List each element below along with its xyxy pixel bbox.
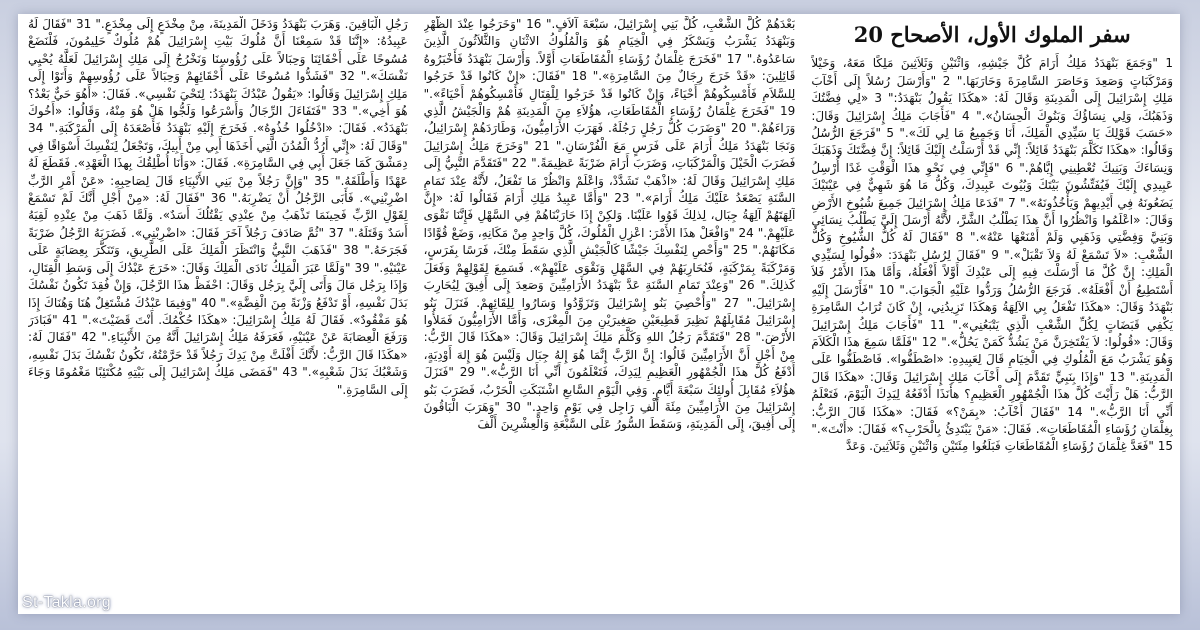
column-text: بَعْدَهُمْ كُلَّ الشَّعْبِ، كُلَّ بَنِي إِسْرَائِيلَ، سَبْعَةَ آلاَفٍ." 16 "وَخَرَجُوا عِنْدَ الظُّهْرِ وَبَنْهَدَدُ يَشْرَبُ وَيَسْكَرُ فِي الْخِيَامِ هُوَ وَالْمُلُوكُ الاثْنَانِ وَالثَّلاَثُونَ الَّذِينَ سَاعَدُوهُ." 17 "فَخَرَجَ غِلْمَانُ رُؤَسَاءِ الْمُقَاطَعَاتِ أَوَّلاً. وَأَرْسَلَ بَنْهَدَدُ فَأَخْبَرُوهُ قَائِلِينَ: «قَدْ خَرَجَ رِجَالٌ مِنَ السَّامِرَةِ»." 18 "فَقَالَ: «إِنْ كَانُوا قَدْ خَرَجُوا لِلسَّلاَمِ فَأَمْسِكُوهُمْ أَحْيَاءً، وَإِنْ كَانُوا قَدْ خَرَجُوا لِلْقِتَالِ فَأَمْسِكُوهُمْ أَحْيَاءً»." 19 "فَخَرَجَ غِلْمَانُ رُؤَسَاءِ الْمُقَاطَعَاتِ، هؤُلاَءِ مِنَ الْمَدِينَةِ هُمْ وَالْجَيْشُ الَّذِي وَرَاءَهُمْ." 20 "وَضَرَبَ كُلُّ رَجُلٍ رَجُلَهُ. فَهَرَبَ الأَرَامِيُّونَ، وَطَارَدَهُمْ إِسْرَائِيلُ، وَنَجَا بَنْهَدَدُ مَلِكُ أَرَامَ عَلَى فَرَسٍ مَعَ الْفُرْسَانِ." 21 "وَخَرَجَ مَلِكُ إِسْرَائِيلَ فَضَرَبَ الْخَيْلَ وَالْمَرْكَبَاتِ، وَضَرَبَ أَرَامَ ضَرْبَةً عَظِيمَةً." 22 "فَتَقَدَّمَ النَّبِيُّ إِلَى مَلِكِ إِسْرَائِيلَ وَقَالَ لَهُ: «اذْهَبْ تَشَدَّدْ، وَاعْلَمْ وَانْظُرْ مَا تَفْعَلُ، لأَنَّهُ عِنْدَ تَمَامِ السَّنَةِ يَصْعَدُ عَلَيْكَ مَلِكُ أَرَامَ»." 23 "وَأَمَّا عَبِيدُ مَلِكِ أَرَامَ فَقَالُوا لَهُ: «إِنَّ آلِهَتَهُمْ آلِهَةُ جِبَال، لِذلِكَ قَوُوا عَلَيْنَا. وَلكِنْ إِذَا حَارَبْنَاهُمْ فِي السَّهْلِ فَإِنَّنَا نَقْوَى عَلَيْهِمْ." 24 "وَافْعَلْ هذَا الأَمْرَ: اعْزِلِ الْمُلُوكَ، كُلَّ وَاحِدٍ مِنْ مَكَانِهِ، وَضَعْ قُوَّادًا مَكَانَهُمْ." 25 "وَأَحْصِ لِنَفْسِكَ جَيْشًا كَالْجَيْشِ الَّذِي سَقَطَ مِنْكَ، فَرَسًا بِفَرَسٍ، وَمَرْكَبَةً بِمَرْكَبَةٍ، فَنُحَارِبَهُمْ فِي السَّهْلِ وَنَقْوَى عَلَيْهِمْ». فَسَمِعَ لِقَوْلِهِمْ وَفَعَلَ كَذلِكَ." 26 "وَعِنْدَ تَمَامِ السَّنَةِ عَدَّ بَنْهَدَدُ الأَرَامِيِّينَ وَصَعِدَ إِلَى أَفِيقَ لِيُحَارِبَ إِسْرَائِيلَ." 27 "وَأُحْصِيَ بَنُو إِسْرَائِيلَ وَتَزَوَّدُوا وَسَارُوا لِلِقَائِهِمْ. فَنَزَلَ بَنُو إِسْرَائِيلَ مُقَابِلَهُمْ نَظِيرَ قَطِيعَيْنِ صَغِيرَيْنِ مِنَ الْمِعْزَى، وَأَمَّا الأَرَامِيُّونَ فَمَلأُوا الأَرْضَ." 28 "فَتَقَدَّمَ رَجُلُ اللهِ وَكَلَّمَ مَلِكَ إِسْرَائِيلَ وَقَالَ: «هكَذَا قَالَ الرَّبُّ: مِنْ أَجْلِ أَنَّ الأَرَامِيِّينَ قَالُوا: إِنَّ الرَّبَّ إِنَّمَا هُوَ إِلهُ جِبَال وَلَيْسَ هُوَ إِلهَ أَوْدِيَةٍ، أَدْفَعُ كُلَّ هذَا الْجُمْهُورِ الْعَظِيمِ لِيَدِكَ، فَتَعْلَمُونَ أَنِّي أَنَا الرَّبُّ»." 29 "فَنَزَلَ هؤُلاَءِ مُقَابِلَ أُولئِكَ سَبْعَةَ أَيَّامٍ. وَفِي الْيَوْمِ السَّابعِ اشْتَبَكَتِ الْحَرْبُ، فَضَرَبَ بَنُو إِسْرَائِيلَ مِنَ الأَرَامِيِّينَ مِئَةَ أَلْفِ رَاجِل فِي يَوْمٍ وَاحِدٍ." 30 "وَهَرَبَ الْبَاقُونَ إِلَى أَفِيقَ، إِلَى الْمَدِينَةِ، وَسَقَطَ السُّورُ عَلَى السَّبْعَةِ وَالْعِشْرِينَ أَلْفَ (423, 17, 796, 432)
column-middle (424, 16, 796, 606)
column-text: رَجُلِ الْبَاقِينَ. وَهَرَبَ بَنْهَدَدُ وَدَخَلَ الْمَدِينَةَ، مِنْ مِخْدَعٍ إِلَى مِخْدَعٍ." 31 "فَقَالَ لَهُ عَبِيدُهُ: «إِنَّنَا قَدْ سَمِعْنَا أَنَّ مُلُوكَ بَيْتِ إِسْرَائِيلَ هُمْ مُلُوكٌ حَلِيمُونَ، فَلْنَضَعْ مُسُوحًا عَلَى أَحْقَائِنَا وَحِبَالاً عَلَى رُؤُوسِنَا وَنَخْرُجُ إِلَى مَلِكِ إِسْرَائِيلَ لَعَلَّهُ يُحْيِي نَفْسَكَ»." 32 "فَشَدُّوا مُسُوحًا عَلَى أَحْقَائِهِمْ وَحِبَالاً عَلَى رُؤُوسِهِمْ وَأَتَوْا إِلَى مَلِكِ إِسْرَائِيلَ وَقَالُوا: «يَقُولُ عَبْدُكَ بَنْهَدَدُ: لِتَحْيَ نَفْسِي». فَقَالَ: «أَهُوَ حَيٌّ بَعْدُ؟ هُوَ أَخِي»." 33 "فَتَفَاءَلَ الرِّجَالُ وَأَسْرَعُوا وَلَجُّوا هَلْ هُوَ مِنْهُ، وَقَالُوا: «أَخُوكَ بَنْهَدَدُ». فَقَالَ: «ادْخُلُوا خُذُوهُ». فَخَرَجَ إِلَيْهِ بَنْهَدَدُ فَأَصْعَدَهُ إِلَى الْمَرْكَبَةِ." 34 "وَقَالَ لَهُ: «إِنِّي أَرُدُّ الْمُدُنَ الَّتِي أَخَذَهَا أَبِي مِنْ أَبِيكَ، وَتَجْعَلُ لِنَفْسِكَ أَسْوَاقًا فِي دِمَشْقَ كَمَا جَعَلَ أَبِي فِي السَّامِرَةِ». فَقَالَ: «وَأَنَا أُطْلِقُكَ بِهذَا الْعَهْدِ». فَقَطَعَ لَهُ عَهْدًا وَأَطْلَقَهُ." 35 "وَإِنَّ رَجُلاً مِنْ بَنِي الأَنْبِيَاءِ قَالَ لِصَاحِبِهِ: «عَنْ أَمْرِ الرَّبِّ اضْرِبْنِي». فَأَبَى الرَّجُلُ أَنْ يَضْرِبَهُ." 36 "فَقَالَ لَهُ: «مِنْ أَجْلِ أَنَّكَ لَمْ تَسْمَعْ لِقَوْلِ الرَّبِّ فَحِينَمَا تَذْهَبُ مِنْ عِنْدِي يَقْتُلُكَ أَسَدٌ». وَلَمَّا ذَهَبَ مِنْ عِنْدِهِ لَقِيَهُ أَسَدٌ وَقَتَلَهُ." 37 "ثُمَّ صَادَفَ رَجُلاً آخَرَ فَقَالَ: «اضْرِبْنِي». فَضَرَبَهُ الرَّجُلُ ضَرْبَةً فَجَرَحَهُ." 38 "فَذَهَبَ النَّبِيُّ وَانْتَظَرَ الْمَلِكَ عَلَى الطَّرِيقِ، وَتَنَكَّرَ بِعِصَابَةٍ عَلَى عَيْنَيْهِ." 39 "وَلَمَّا عَبَرَ الْمَلِكُ نَادَى الْمَلِكَ وَقَالَ: «خَرَجَ عَبْدُكَ إِلَى وَسَطِ الْقِتَالِ، وَإِذَا بِرَجُل مَالَ وَأَتَى إِلَيَّ بِرَجُل وَقَالَ: احْفَظْ هذَا الرَّجُلَ، وَإِنْ فُقِدَ تَكُونُ نَفْسُكَ بَدَلَ نَفْسِهِ، أَوْ تَدْفَعُ وَزْنَةً مِنَ الْفِضَّةِ»." 40 "وَفِيمَا عَبْدُكَ مُشْتَغِلٌ هُنَا وَهُنَاكَ إِذَا هُوَ مَفْقُودٌ». فَقَالَ لَهُ مَلِكُ إِسْرَائِيلَ: «هكَذَا حُكْمُكَ. أَنْتَ قَضَيْتَ»." 41 "فَبَادَرَ وَرَفَعَ الْعِصَابَةَ عَنْ عَيْنَيْهِ، فَعَرَفَهُ مَلِكُ إِسْرَائِيلَ أَنَّهُ مِنَ الأَنْبِيَاءِ." 42 "فَقَالَ لَهُ: «هكَذَا قَالَ الرَّبُّ: لأَنَّكَ أَفْلَتَّ مِنْ يَدِكَ رَجُلاً قَدْ حَرَّمْتُهُ، تَكُونُ نَفْسُكَ بَدَلَ نَفْسِهِ، وَشَعْبُكَ بَدَلَ شَعْبِهِ»." 43 "فَمَضَى مَلِكُ إِسْرَائِيلَ إِلَى بَيْتِهِ مُكْتَئِبًا مَغْمُومًا وَجَاءَ إِلَى السَّامِرَةِ." (28, 17, 408, 397)
column-text: 1 "وَجَمَعَ بَنْهَدَدُ مَلِكُ أَرَامَ كُلَّ جَيْشِهِ، وَاثْنَيْنِ وَثَلاَثِينَ مَلِكًا مَعَهُ، وَخَيْلاً وَمَرْكَبَاتٍ وَصَعِدَ وَحَاصَرَ السَّامِرَةَ وَحَارَبَهَا." 2 "وَأَرْسَلَ رُسُلاً إِلَى أَخْآبَ مَلِكِ إِسْرَائِيلَ إِلَى الْمَدِينَةِ وَقَالَ لَهُ: «هكَذَا يَقُولُ بَنْهَدَدُ:" 3 «لِي فِضَّتُكَ وَذَهَبُكَ، وَلِي نِسَاؤُكَ وَبَنُوكَ الْحِسَانُ»." 4 "فَأَجَابَ مَلِكُ إِسْرَائِيلَ وَقَالَ: «حَسَبَ قَوْلِكَ يَا سَيِّدِي الْمَلِكَ، أَنَا وَجَمِيعُ مَا لِي لَكَ»." 5 "فَرَجَعَ الرُّسُلُ وَقَالُوا: «هكَذَا تَكَلَّمَ بَنْهَدَدُ قَائِلاً: إِنِّي قَدْ أَرْسَلْتُ إِلَيْكَ قَائِلاً: إِنَّ فِضَّتَكَ وَذَهَبَكَ وَنِسَاءَكَ وَبَنِيكَ تُعْطِينِي إِيَّاهُمْ." 6 "فَإِنِّي فِي نَحْوِ هذَا الْوَقْتِ غَدًا أُرْسِلُ عَبِيدِي إِلَيْكَ فَيُفَتِّشُونَ بَيْتَكَ وَبُيُوتَ عَبِيدِكَ، وَكُلُّ مَا هُوَ شَهِيٌّ فِي عَيْنَيْكَ يَضَعُونَهُ فِي أَيْدِيهِمْ وَيَأْخُذُونَهُ»." 7 "فَدَعَا مَلِكُ إِسْرَائِيلَ جَمِيعَ شُيُوخِ الأَرْضِ وَقَالَ: «اعْلَمُوا وَانْظُرُوا أَنَّ هذَا يَطْلُبُ الشَّرَّ، لأَنَّهُ أَرْسَلَ إِلَيَّ يَطْلُبُ نِسَائِي وَبَنِيَّ وَفِضَّتِي وَذَهَبِي وَلَمْ أَمْنَعْهَا عَنْهُ»." 8 "فَقَالَ لَهُ كُلُّ الشُّيُوخِ وَكُلُّ الشَّعْبِ: «لاَ تَسْمَعْ لَهُ وَلاَ تَقْبَلْ»." 9 "فَقَالَ لِرُسُلِ بَنْهَدَدَ: «قُولُوا لِسَيِّدِي الْمَلِكِ: إِنَّ كُلَّ مَا أَرْسَلْتَ فِيهِ إِلَى عَبْدِكَ أَوَّلاً أَفْعَلُهُ، وَأَمَّا هذَا الأَمْرُ فَلاَ أَسْتَطِيعُ أَنْ أَفْعَلَهُ». فَرَجَعَ الرُّسُلُ وَرَدُّوا عَلَيْهِ الْجَوَابَ." 10 "فَأَرْسَلَ إِلَيْهِ بَنْهَدَدُ وَقَالَ: «هكَذَا تَفْعَلُ بِي الآلِهَةُ وَهكَذَا تَزِيدُنِي، إِنْ كَانَ تُرَابُ السَّامِرَةِ يَكْفِي قَبَضَاتٍ لِكُلِّ الشَّعْبِ الَّذِي يَتْبَعُنِي»." 11 "فَأَجَابَ مَلِكُ إِسْرَائِيلَ وَقَالَ: «قُولُوا: لاَ يَفْتَخِرَنَّ مَنْ يَشُدُّ كَمَنْ يَحُلُّ»." 12 "فَلَمَّا سَمِعَ هذَا الْكَلاَمَ وَهُوَ يَشْرَبُ مَعَ الْمُلُوكِ فِي الْخِيَامِ قَالَ لِعَبِيدِهِ: «اصْطَفُّوا». فَاصْطَفُّوا عَلَى الْمَدِينَةِ." 13 "وَإِذَا بِنَبِيٍّ تَقَدَّمَ إِلَى أَخْآبَ مَلِكِ إِسْرَائِيلَ وَقَالَ: «هكَذَا قَالَ الرَّبُّ: هَلْ رَأَيْتَ كُلَّ هذَا الْجُمْهُورِ الْعَظِيمِ؟ هأَنَذَا أَدْفَعُهُ لِيَدِكَ الْيَوْمَ، فَتَعْلَمُ أَنِّي أَنَا الرَّبُّ»." 14 "فَقَالَ أَخْآبُ: «بِمَنْ؟» فَقَالَ: «هكَذَا قَالَ الرَّبُّ: بِغِلْمَانِ رُؤَسَاءِ الْمُقَاطَعَاتِ». فَقَالَ: «مَنْ يَبْتَدِئُ بِالْحَرْبِ؟» فَقَالَ: «أَنْتَ»." 15 "فَعَدَّ غِلْمَانَ رُؤَسَاءِ الْمُقَاطَعَاتِ فَبَلَغُوا مِئَتَيْنِ وَاثْنَيْنِ وَثَلاَثِينَ. وَعَدَّ (811, 56, 1173, 454)
column-left (28, 16, 408, 606)
text-columns (28, 16, 1173, 612)
chapter-title: سفر الملوك الأول، الأصحاح 20 (853, 22, 1131, 47)
column-right (811, 16, 1173, 606)
site-watermark: St-Takla.org (22, 594, 111, 611)
